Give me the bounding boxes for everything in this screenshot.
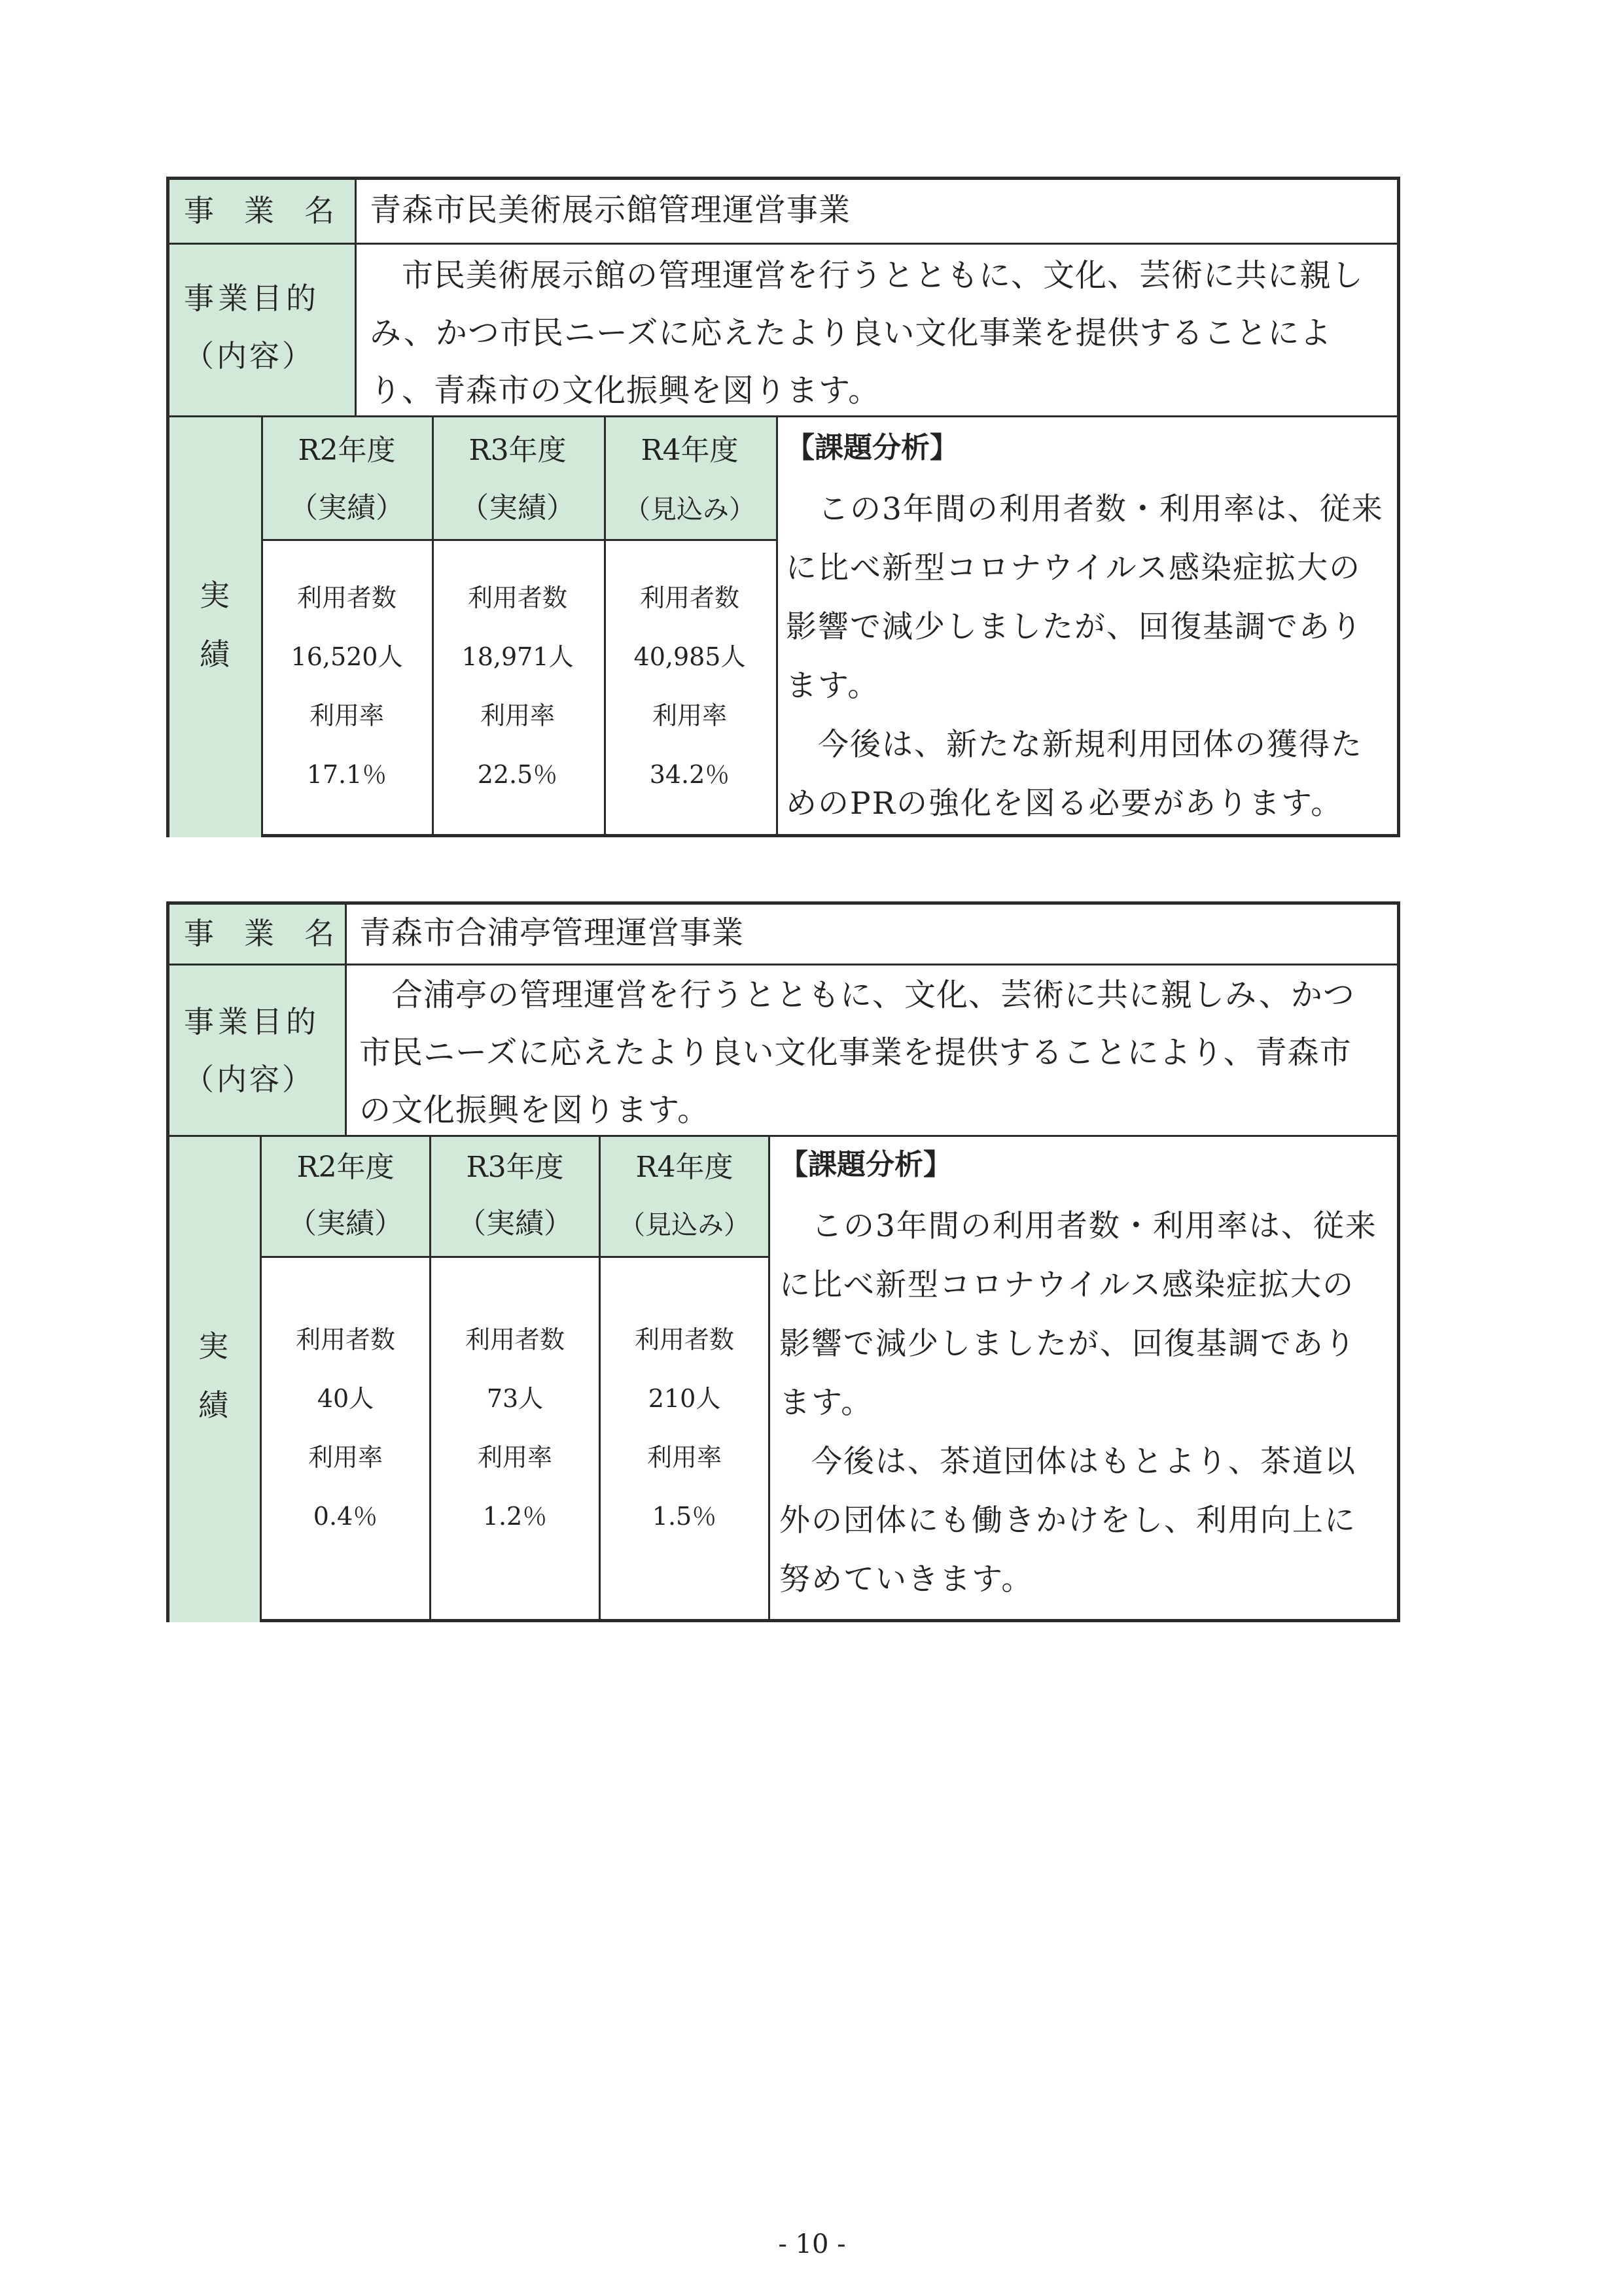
- project-name-label: 事 業 名: [184, 916, 334, 951]
- results-label: 実: [200, 578, 230, 613]
- page-number: - 10 -: [778, 2229, 846, 2259]
- purpose-label-sub: （内容）: [184, 1062, 315, 1097]
- rate-label: 利用率: [646, 1443, 722, 1472]
- users-label: 利用者数: [634, 1325, 734, 1354]
- users-label: 利用者数: [467, 583, 567, 612]
- purpose-line: み、かつ市民ニーズに応えたより良い文化事業を提供することによ: [370, 315, 1332, 351]
- analysis-line: 影響で減少しましたが、回復基調であり: [786, 609, 1363, 645]
- analysis-line: ます。: [786, 668, 880, 704]
- year-label: R4年度: [635, 1151, 733, 1184]
- results-shade: [169, 1137, 260, 1622]
- year-status: （実績）: [457, 1207, 573, 1240]
- purpose-line: 市民美術展示館の管理運営を行うとともに、文化、芸術に共に親し: [370, 257, 1364, 294]
- project-table-1: [166, 177, 1400, 837]
- project-name: 青森市民美術展示館管理運営事業: [370, 192, 851, 228]
- analysis-line: めのPRの強化を図る必要があります。: [786, 786, 1343, 822]
- users-value: 210人: [648, 1384, 721, 1413]
- results-label: 績: [198, 1387, 228, 1423]
- users-label: 利用者数: [639, 583, 739, 612]
- rate-label: 利用率: [308, 1443, 383, 1472]
- users-label: 利用者数: [296, 583, 397, 612]
- purpose-line: 市民ニーズに応えたより良い文化事業を提供することにより、青森市: [359, 1034, 1352, 1071]
- users-value: 73人: [486, 1384, 544, 1413]
- purpose-line: の文化振興を図ります。: [359, 1092, 710, 1128]
- analysis-line: この3年間の利用者数・利用率は、従来: [779, 1208, 1377, 1244]
- rate-label: 利用率: [477, 1443, 552, 1472]
- analysis-line: 今後は、新たな新規利用団体の獲得た: [786, 727, 1363, 763]
- year-label: R3年度: [466, 1151, 564, 1184]
- users-value: 40人: [317, 1384, 374, 1413]
- year-status: （実績）: [288, 1207, 403, 1240]
- rate-label: 利用率: [480, 701, 555, 730]
- rate-value: 0.4％: [313, 1502, 378, 1531]
- year-status: （実績）: [289, 491, 404, 525]
- year-label: R2年度: [298, 434, 396, 467]
- purpose-label: 事業目的: [184, 281, 320, 316]
- project-table-2: [166, 901, 1400, 1622]
- analysis-line: 今後は、茶道団体はもとより、茶道以: [779, 1444, 1356, 1480]
- users-label: 利用者数: [295, 1325, 395, 1354]
- project-name-label: 事 業 名: [184, 193, 334, 228]
- year-label: R4年度: [641, 434, 739, 467]
- year-status: （見込み）: [624, 495, 755, 525]
- year-status: （見込み）: [619, 1210, 750, 1240]
- purpose-label-sub: （内容）: [184, 338, 315, 374]
- analysis-line: 努めていきます。: [779, 1561, 1034, 1597]
- rate-value: 22.5％: [477, 760, 558, 789]
- year-label: R3年度: [468, 434, 567, 467]
- year-label: R2年度: [296, 1151, 395, 1184]
- project-name: 青森市合浦亭管理運営事業: [359, 914, 745, 951]
- analysis-heading: 【課題分析】: [786, 431, 959, 464]
- purpose-shade: [169, 245, 355, 415]
- rate-value: 1.5％: [652, 1502, 717, 1531]
- analysis-line: 外の団体にも働きかけをし、利用向上に: [779, 1503, 1356, 1539]
- year-status: （実績）: [460, 491, 575, 525]
- results-label: 実: [198, 1329, 228, 1364]
- users-label: 利用者数: [465, 1325, 565, 1354]
- users-value: 18,971人: [461, 642, 574, 671]
- rate-value: 34.2％: [649, 760, 730, 789]
- users-value: 40,985人: [633, 642, 746, 671]
- results-shade: [169, 417, 261, 837]
- purpose-label: 事業目的: [184, 1004, 320, 1039]
- results-label: 績: [200, 636, 230, 672]
- rate-value: 17.1％: [306, 760, 387, 789]
- analysis-line: に比べ新型コロナウイルス感染症拡大の: [779, 1267, 1355, 1303]
- users-value: 16,520人: [291, 642, 403, 671]
- rate-value: 1.2％: [482, 1502, 548, 1531]
- analysis-line: に比べ新型コロナウイルス感染症拡大の: [786, 550, 1362, 586]
- rate-label: 利用率: [309, 701, 384, 730]
- analysis-heading: 【課題分析】: [779, 1148, 952, 1181]
- purpose-line: り、青森市の文化振興を図ります。: [370, 372, 881, 409]
- purpose-line: 合浦亭の管理運営を行うとともに、文化、芸術に共に親しみ、かつ: [359, 977, 1355, 1013]
- analysis-line: この3年間の利用者数・利用率は、従来: [786, 491, 1384, 527]
- analysis-line: 影響で減少しましたが、回復基調であり: [779, 1326, 1356, 1362]
- rate-label: 利用率: [652, 701, 727, 730]
- analysis-line: ます。: [779, 1385, 874, 1421]
- purpose-shade: [169, 965, 345, 1135]
